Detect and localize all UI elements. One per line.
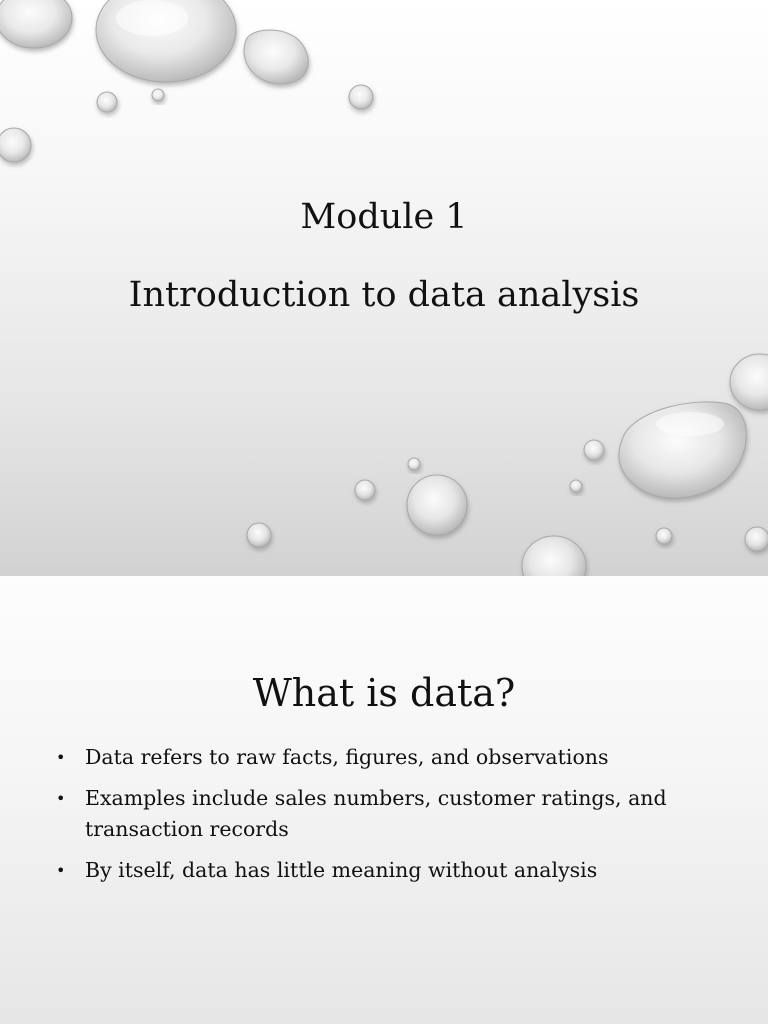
bullet-marker: • bbox=[56, 748, 66, 767]
bullet-marker: • bbox=[56, 861, 66, 880]
content-slide bbox=[0, 576, 768, 1024]
bullet-item bbox=[56, 855, 696, 886]
bullet-text: Data refers to raw facts, figures, and observations bbox=[85, 745, 609, 769]
bullet-text: By itself, data has little meaning without analysis bbox=[85, 858, 598, 882]
slide-title: Module 1 bbox=[300, 197, 468, 237]
bullet-list bbox=[56, 742, 696, 896]
slide-heading: What is data? bbox=[252, 671, 516, 715]
slide-subtitle: Introduction to data analysis bbox=[128, 275, 640, 315]
bullet-marker: • bbox=[56, 789, 66, 808]
bullet-text: Examples include sales numbers, customer ratings, and transaction records bbox=[85, 786, 667, 841]
bullet-item bbox=[56, 742, 696, 773]
bullet-item bbox=[56, 783, 696, 845]
